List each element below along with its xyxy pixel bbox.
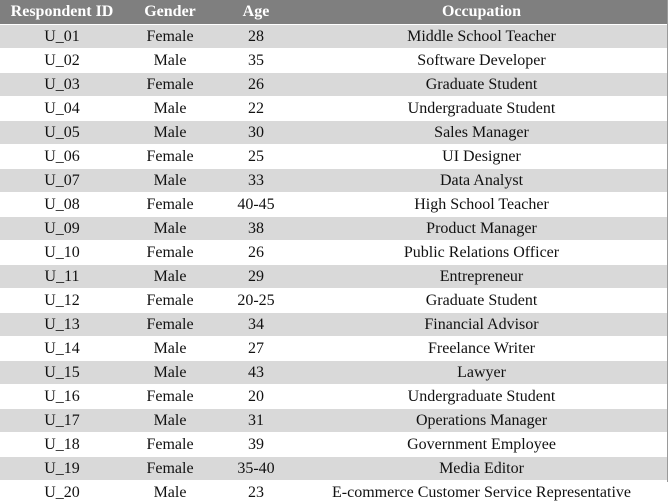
table-row — [0, 121, 667, 145]
cell-occupation: Media Editor — [296, 457, 667, 481]
cell-age: 43 — [216, 361, 296, 385]
table-row — [0, 73, 667, 97]
cell-occupation: Freelance Writer — [296, 337, 667, 361]
cell-respondent-id: U_05 — [0, 121, 124, 145]
cell-gender: Female — [124, 457, 216, 481]
cell-occupation: Software Developer — [296, 49, 667, 73]
cell-respondent-id: U_02 — [0, 49, 124, 73]
cell-age: 38 — [216, 217, 296, 241]
cell-age: 25 — [216, 145, 296, 169]
table-row — [0, 385, 667, 409]
cell-age: 34 — [216, 313, 296, 337]
cell-gender: Male — [124, 97, 216, 121]
cell-age: 39 — [216, 433, 296, 457]
cell-occupation: Public Relations Officer — [296, 241, 667, 265]
cell-respondent-id: U_07 — [0, 169, 124, 193]
header-age: Age — [216, 0, 296, 25]
cell-occupation: Undergraduate Student — [296, 385, 667, 409]
cell-age: 31 — [216, 409, 296, 433]
cell-respondent-id: U_15 — [0, 361, 124, 385]
cell-occupation: Graduate Student — [296, 289, 667, 313]
cell-respondent-id: U_09 — [0, 217, 124, 241]
cell-occupation: UI Designer — [296, 145, 667, 169]
cell-age: 35-40 — [216, 457, 296, 481]
cell-age: 20-25 — [216, 289, 296, 313]
table-row — [0, 169, 667, 193]
table-row — [0, 313, 667, 337]
table-row — [0, 457, 667, 481]
table-row — [0, 409, 667, 433]
cell-respondent-id: U_03 — [0, 73, 124, 97]
cell-occupation: High School Teacher — [296, 193, 667, 217]
cell-gender: Female — [124, 145, 216, 169]
table-row — [0, 193, 667, 217]
cell-respondent-id: U_16 — [0, 385, 124, 409]
cell-respondent-id: U_04 — [0, 97, 124, 121]
table-row — [0, 337, 667, 361]
cell-respondent-id: U_08 — [0, 193, 124, 217]
cell-gender: Male — [124, 481, 216, 504]
table-row — [0, 265, 667, 289]
cell-occupation: Undergraduate Student — [296, 97, 667, 121]
cell-respondent-id: U_20 — [0, 481, 124, 504]
cell-respondent-id: U_19 — [0, 457, 124, 481]
header-row — [0, 0, 667, 25]
cell-respondent-id: U_01 — [0, 25, 124, 49]
cell-respondent-id: U_18 — [0, 433, 124, 457]
cell-age: 26 — [216, 241, 296, 265]
cell-gender: Female — [124, 73, 216, 97]
cell-respondent-id: U_17 — [0, 409, 124, 433]
cell-gender: Female — [124, 289, 216, 313]
cell-occupation: Lawyer — [296, 361, 667, 385]
cell-gender: Male — [124, 337, 216, 361]
cell-occupation: Middle School Teacher — [296, 25, 667, 49]
cell-respondent-id: U_12 — [0, 289, 124, 313]
cell-occupation: E-commerce Customer Service Representative — [296, 481, 667, 504]
cell-age: 33 — [216, 169, 296, 193]
cell-gender: Male — [124, 49, 216, 73]
cell-age: 23 — [216, 481, 296, 504]
cell-gender: Female — [124, 385, 216, 409]
cell-respondent-id: U_06 — [0, 145, 124, 169]
cell-gender: Male — [124, 217, 216, 241]
cell-occupation: Financial Advisor — [296, 313, 667, 337]
cell-respondent-id: U_11 — [0, 265, 124, 289]
cell-age: 35 — [216, 49, 296, 73]
cell-age: 20 — [216, 385, 296, 409]
table-header — [0, 0, 667, 25]
cell-gender: Male — [124, 121, 216, 145]
table-row — [0, 241, 667, 265]
cell-gender: Female — [124, 433, 216, 457]
table-row — [0, 433, 667, 457]
cell-age: 30 — [216, 121, 296, 145]
cell-age: 22 — [216, 97, 296, 121]
cell-occupation: Sales Manager — [296, 121, 667, 145]
table-row — [0, 25, 667, 49]
cell-age: 28 — [216, 25, 296, 49]
cell-occupation: Government Employee — [296, 433, 667, 457]
cell-occupation: Graduate Student — [296, 73, 667, 97]
cell-gender: Female — [124, 241, 216, 265]
cell-gender: Male — [124, 169, 216, 193]
cell-respondent-id: U_13 — [0, 313, 124, 337]
table-row — [0, 145, 667, 169]
cell-gender: Female — [124, 313, 216, 337]
table-row — [0, 97, 667, 121]
header-occupation: Occupation — [296, 0, 667, 25]
cell-respondent-id: U_14 — [0, 337, 124, 361]
header-respondent-id: Respondent ID — [0, 0, 124, 25]
table-row — [0, 217, 667, 241]
cell-respondent-id: U_10 — [0, 241, 124, 265]
table-row — [0, 289, 667, 313]
table-row — [0, 481, 667, 504]
cell-age: 29 — [216, 265, 296, 289]
cell-age: 27 — [216, 337, 296, 361]
cell-occupation: Product Manager — [296, 217, 667, 241]
cell-gender: Male — [124, 265, 216, 289]
cell-age: 26 — [216, 73, 296, 97]
table-body — [0, 25, 667, 504]
cell-gender: Female — [124, 25, 216, 49]
cell-gender: Male — [124, 409, 216, 433]
table-row — [0, 361, 667, 385]
cell-occupation: Operations Manager — [296, 409, 667, 433]
table-row — [0, 49, 667, 73]
cell-age: 40-45 — [216, 193, 296, 217]
cell-gender: Female — [124, 193, 216, 217]
cell-gender: Male — [124, 361, 216, 385]
cell-occupation: Entrepreneur — [296, 265, 667, 289]
header-gender: Gender — [124, 0, 216, 25]
cell-occupation: Data Analyst — [296, 169, 667, 193]
